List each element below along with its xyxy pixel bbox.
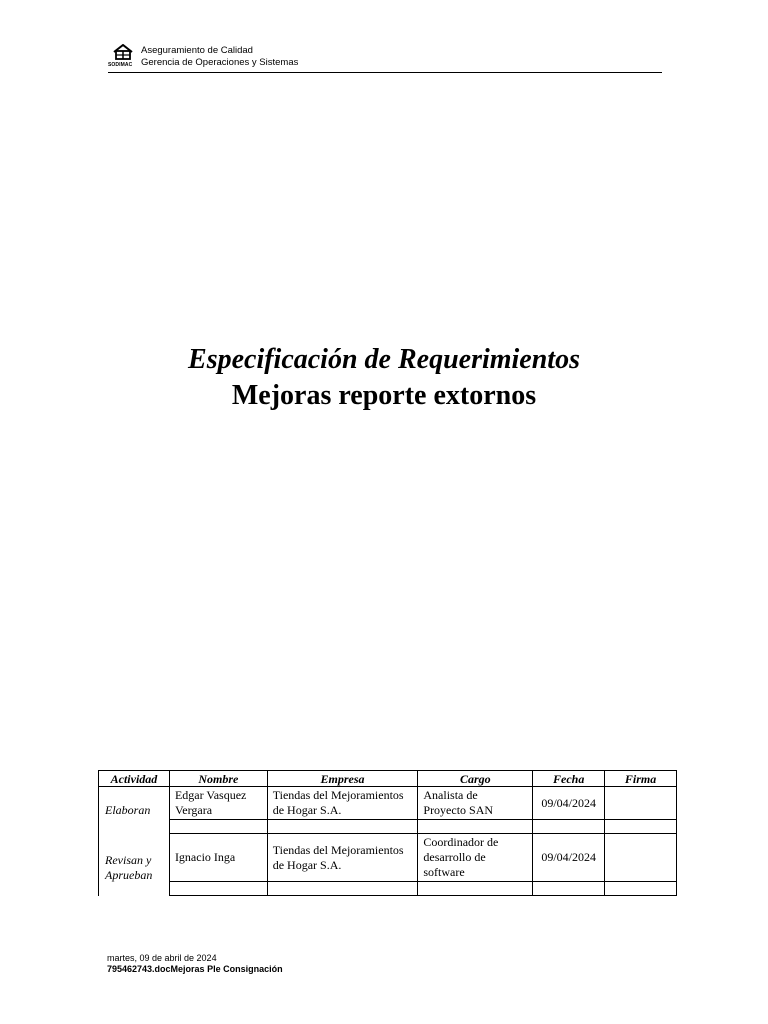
cell-fecha-elaboran: 09/04/2024 — [533, 787, 605, 820]
cell-empresa-elaboran: Tiendas del Mejoramientos de Hogar S.A. — [267, 787, 418, 820]
cell-cargo-revisan: Coordinador de desarrollo de software — [418, 834, 533, 882]
approval-table — [98, 770, 677, 896]
title-line-subject: Mejoras reporte extornos — [231, 380, 537, 411]
cell-fecha-revisan: 09/04/2024 — [533, 834, 605, 882]
page-footer — [107, 953, 283, 975]
cell-empty — [533, 882, 605, 896]
cell-empty — [169, 882, 267, 896]
cell-empty — [267, 882, 418, 896]
cell-empresa-revisan: Tiendas del Mejoramientos de Hogar S.A. — [267, 834, 418, 882]
header-fecha: Fecha — [533, 771, 605, 787]
header-line-quality: Aseguramiento de Calidad — [141, 45, 253, 56]
cell-empty — [267, 820, 418, 834]
header-text — [141, 45, 298, 69]
cell-cargo-elaboran: Analista de Proyecto SAN — [418, 787, 533, 820]
footer-filename: 795462743.docMejoras Ple Consignación — [107, 964, 283, 974]
cell-actividad-revisan: Revisan y Aprueban — [99, 834, 170, 896]
cell-empty — [605, 882, 677, 896]
header-nombre: Nombre — [169, 771, 267, 787]
cell-empty — [418, 820, 533, 834]
cell-nombre-revisan: Ignacio Inga — [169, 834, 267, 882]
table-row-empty — [99, 882, 677, 896]
cell-empty — [169, 820, 267, 834]
table-header-row — [99, 771, 677, 787]
header-line-management: Gerencia de Operaciones y Sistemas — [141, 57, 299, 68]
table-row-empty — [99, 820, 677, 834]
header-cargo: Cargo — [418, 771, 533, 787]
cell-actividad-elaboran: Elaboran — [99, 787, 170, 834]
header-empresa: Empresa — [267, 771, 418, 787]
footer-date: martes, 09 de abril de 2024 — [107, 953, 217, 963]
house-logo-icon — [113, 44, 133, 60]
sodimac-logo — [108, 44, 138, 70]
table-row-elaboran — [99, 787, 677, 820]
title-line-specification: Especificación de Requerimientos — [188, 344, 580, 375]
header-actividad: Actividad — [99, 771, 170, 787]
cell-nombre-elaboran: Edgar Vasquez Vergara — [169, 787, 267, 820]
cell-firma-revisan[interactable] — [605, 834, 677, 882]
cell-empty — [533, 820, 605, 834]
cell-empty — [605, 820, 677, 834]
cell-empty — [418, 882, 533, 896]
cell-firma-elaboran[interactable] — [605, 787, 677, 820]
header-firma: Firma — [605, 771, 677, 787]
document-title — [0, 342, 768, 414]
page-header — [108, 44, 662, 73]
table-row-revisan — [99, 834, 677, 882]
logo-wordmark: SODIMAC — [108, 62, 133, 68]
